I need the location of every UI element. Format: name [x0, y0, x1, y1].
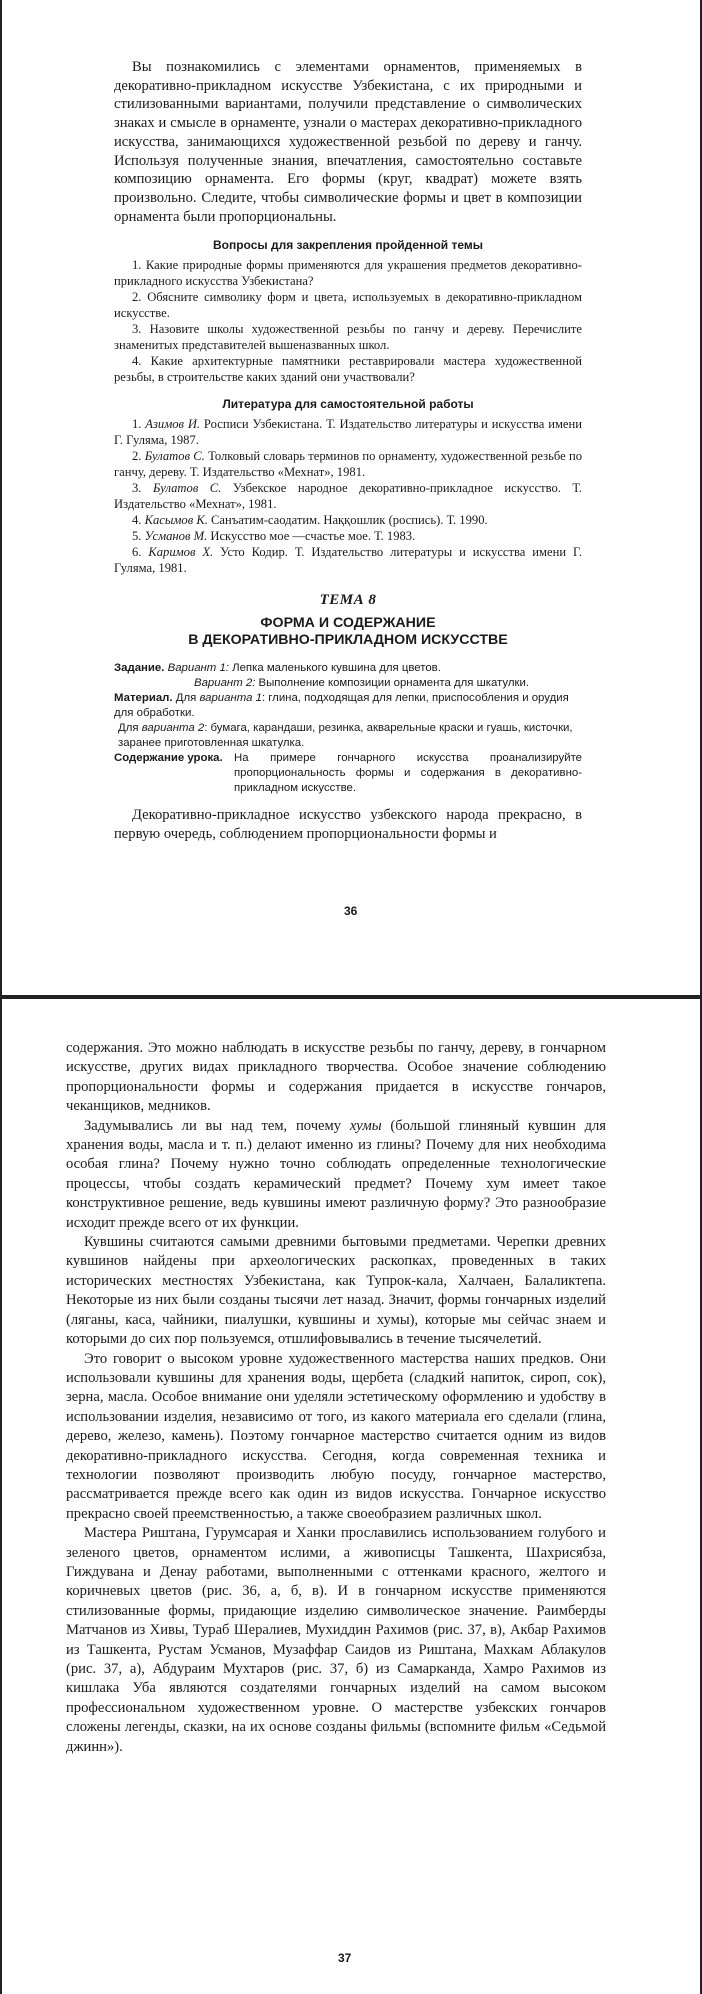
- tema-label: ТЕМА 8: [319, 592, 377, 609]
- literature-list: [114, 416, 582, 576]
- literature-num: 6.: [132, 545, 142, 560]
- literature-text: Толковый словарь терминов по орнаменту, художественной резьбе по ганчу, дереву. Т. Издательство «Мехнат», 1981.: [114, 449, 582, 480]
- paragraph-khum-rest: (большой глиняный кувшин для хранения воды, масла и т. п.) делают именно из глины? Почему для них необходима особая глина? Почему нужно точно соблюдать определенные технологические процессы, чтобы создать керамический предмет? Почему хум имеет такое конструктивное решение, ведь кувшины имеют различную форму? Это разнообразие исходит прежде всего от их функции.: [66, 1117, 606, 1231]
- literature-text: Санъатим-саодатим. Наққошлик (роспись). Т. 1990.: [207, 513, 488, 528]
- literature-author: Булатов С.: [152, 481, 222, 496]
- paragraph-mastery: Это говорит о высоком уровне художественного мастерства наших предков. Они использовали кувшины для хранения воды, щербета (сладкий напиток, сироп, сок), зерна, масла. Особое внимание они уделяли эстетическому оформлению и удобству в использовании изделия, независимо от того, из какого материала его сделали (глина, дерево, железо, камень). Поэтому гончарное мастерство считается одним из видов декоративно-прикладного искусства. Сегодня, когда современная техника и технологии позволяют производить любую посуду, гончарное мастерство, рассматривается прежде всего как один из видов искусства. Гончарное искусство прекрасно своей преемственностью, а также своеобразием различных школ.: [66, 1350, 606, 1522]
- material-v2-text: : бумага, карандаши, резинка, акварельные краски и гуашь, кисточки, заранее приготовленная шкатулка.: [118, 722, 573, 750]
- material-v2-variant: варианта 2: [141, 722, 205, 735]
- lesson-content-text: На примере гончарного искусства проанализируйте пропорциональность формы и содержания в декоративно-прикладном искусстве.: [234, 752, 582, 795]
- literature-item: [114, 512, 582, 528]
- intro-paragraph: Вы познакомились с элементами орнаментов, применяемых в декоративно-прикладном искусстве Узбекистана, с их природными и стилизованными вариантами, получили представление о символических знаках и смысле в орнаменте, узнали о мастерах декоративно-прикладного искусства, занимающихся художественной резьбой по дереву и ганчу. Используя полученные знания, впечатления, самостоятельно составьте композицию орнамента. Его формы (круг, квадрат) можете взять произвольно. Следите, чтобы символические формы и цвет в композиции орнамента были пропорциональны.: [114, 59, 582, 225]
- material-v2-prefix: Для: [118, 722, 142, 735]
- paragraph-khum-start: Задумывались ли вы над тем, почему: [84, 1117, 350, 1134]
- page-37: [0, 997, 702, 1994]
- literature-author: Булатов С.: [144, 449, 205, 464]
- question-item: 4. Какие архитектурные памятники реставрировали мастера художественной резьбы, в строительстве каких зданий они участвовали?: [114, 354, 582, 385]
- literature-author: Азимов И.: [145, 417, 201, 432]
- literature-text: Искусство мое —счастье мое. Т. 1983.: [207, 529, 416, 544]
- lesson-content-label: Содержание урока.: [114, 752, 223, 765]
- literature-num: 2.: [132, 449, 142, 464]
- material-v1-prefix: Для: [172, 692, 200, 705]
- page-number: 37: [338, 1951, 352, 1965]
- literature-text: Узбекское народное декоративно-прикладное искусство. Т. Издательство «Мехнат», 1981.: [114, 481, 582, 512]
- literature-item: [114, 480, 582, 512]
- material-v1-variant: варианта 1: [199, 692, 262, 705]
- topic-title: [114, 615, 582, 649]
- material-v2-row: [114, 721, 582, 751]
- literature-item: [114, 448, 582, 480]
- lead-paragraph: Декоративно-прикладное искусство узбекского народа прекрасно, в первую очередь, соблюдением пропорциональности формы и: [114, 807, 582, 843]
- task-variant-2-label: Вариант 2:: [194, 677, 256, 690]
- page-number: 36: [344, 904, 358, 918]
- task-variant-1-label: Вариант 1:: [167, 662, 229, 675]
- topic-title-line-1: ФОРМА И СОДЕРЖАНИЕ: [260, 615, 436, 632]
- question-item: 3. Назовите школы художественной резьбы по ганчу и дереву. Перечислите знаменитых представителей вышеназванных школ.: [114, 322, 582, 353]
- literature-text: Усто Кодир. Т. Издательство литературы и искусства имени Г. Гуляма, 1981.: [114, 545, 582, 576]
- task-label: Задание.: [114, 662, 165, 675]
- material-v1-text: : глина, подходящая для лепки, приспособления и орудия для обработки.: [114, 692, 569, 720]
- material-row: [114, 691, 582, 721]
- literature-item: [114, 528, 582, 544]
- page-36-text-column: [114, 58, 582, 844]
- literature-author: Каримов Х.: [148, 545, 214, 560]
- paragraph-masters: Мастера Риштана, Гурумсарая и Ханки прославились использованием голубого и зеленого цветов, орнаментом ислими, а живописцы Ташкента, Шахрисябза, Гиждувана и Денау работами, выполненными с оттенками красного, желтого и коричневых цветов (рис. 36, а, б, в). И в гончарном искусстве применяются стилизованные формы, придающие изделию символическое значение. Раимберды Матчанов из Хивы, Тураб Шералиев, Мухиддин Рахимов (рис. 37, в), Акбар Рахимов из Ташкента, Рустам Усманов, Музаффар Саидов из Риштана, Махкам Аблакулов (рис. 37, а), Абдураим Мухтаров (рис. 37, б) из Самарканда, Хамро Рахимов из кишлака Уба являются создателями гончарных изделий на самом высоком профессиональном художественном уровне. О мастерстве узбекских гончаров сложены легенды, сказки, на их основе созданы фильмы (вспомните фильм «Седьмой джинн»).: [66, 1525, 606, 1755]
- literature-num: 4.: [132, 513, 142, 528]
- paragraph-khum: [66, 1117, 606, 1233]
- paragraph-continued: содержания. Это можно наблюдать в искусстве резьбы по ганчу, дереву, в гончарном искусстве, других видах прикладного творчества. Особое значение соблюдению пропорциональности формы и содержания придается в искусстве гончаров, чеканщиков, медников.: [66, 1040, 606, 1115]
- literature-num: 1.: [132, 417, 142, 432]
- topic-title-line-2: В ДЕКОРАТИВНО-ПРИКЛАДНОМ ИСКУССТВЕ: [188, 632, 508, 649]
- literature-author: Усманов М.: [144, 529, 208, 544]
- questions-heading: Вопросы для закрепления пройденной темы: [212, 238, 484, 253]
- literature-heading: Литература для самостоятельной работы: [222, 397, 474, 412]
- question-item: 1. Какие природные формы применяются для украшения предметов декоративно-прикладного искусства Узбекистана?: [114, 258, 582, 289]
- task-variant-1-text: Лепка маленького кувшина для цветов.: [228, 662, 441, 675]
- lesson-content-row: [114, 751, 582, 796]
- paragraph-khum-term: хумы: [349, 1117, 382, 1134]
- question-item: 2. Обясните символику форм и цвета, используемых в декоративно-прикладном искусстве.: [114, 290, 582, 321]
- task-variant-2-row: [114, 676, 582, 691]
- literature-item: [114, 544, 582, 576]
- literature-num: 5.: [132, 529, 142, 544]
- literature-text: Росписи Узбекистана. Т. Издательство литературы и искусства имени Г. Гуляма, 1987.: [114, 417, 582, 448]
- material-label: Материал.: [114, 692, 173, 705]
- task-block: [114, 661, 582, 796]
- page-37-text-column: [66, 1039, 606, 1757]
- task-row: [114, 661, 582, 676]
- questions-list: [114, 257, 582, 385]
- task-variant-2-text: Выполнение композиции орнамента для шкатулки.: [255, 677, 530, 690]
- literature-item: [114, 416, 582, 448]
- literature-author: Касымов К.: [144, 513, 208, 528]
- paragraph-jugs: Кувшины считаются самыми древними бытовыми предметами. Черепки древних кувшинов найдены при археологических раскопках, проведенных в таких исторических местностях Узбекистана, как Тупрок-кала, Халчаен, Балаликтепа. Некоторые из них были созданы тысячи лет назад. Значит, формы гончарных изделий (ляганы, каса, чайники, пиалушки, кувшины и хумы), которые мы сейчас знаем и которыми до сих пор пользуемся, отшлифовывались в течение тысячелетий.: [66, 1234, 606, 1348]
- literature-num: 3.: [132, 481, 142, 496]
